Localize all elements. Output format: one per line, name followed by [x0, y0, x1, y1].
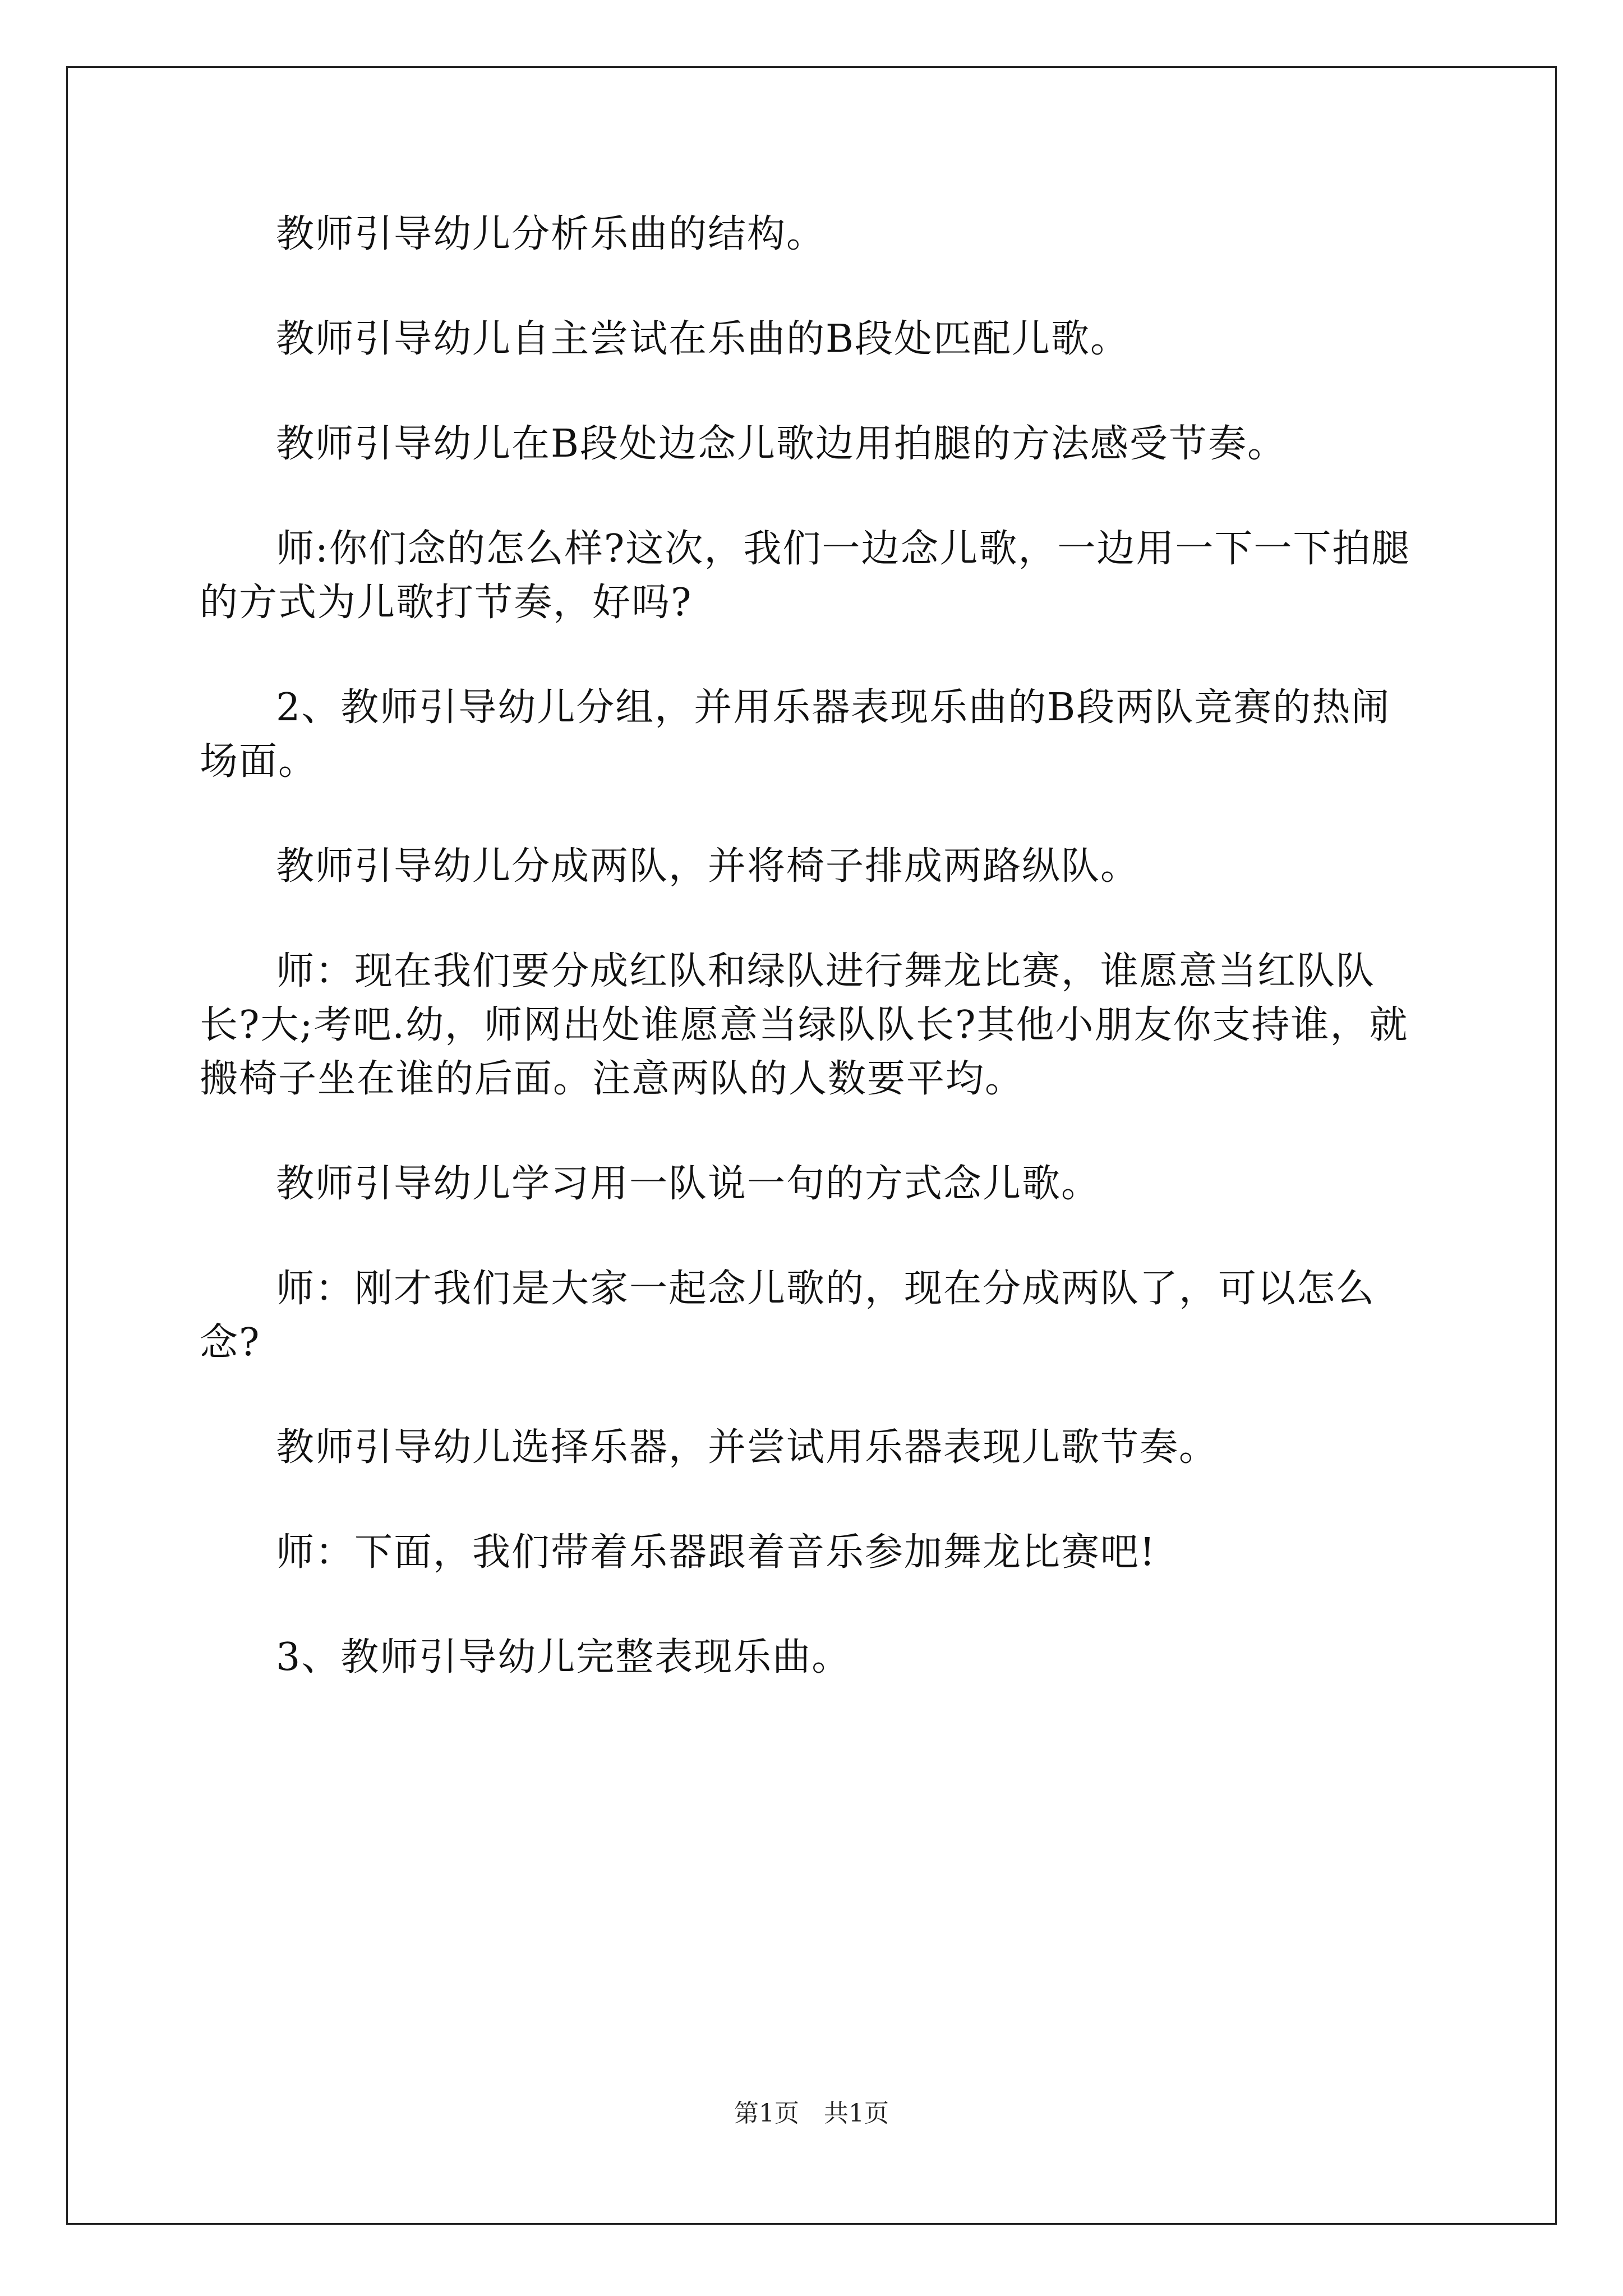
paragraph: 师:你们念的怎么样?这次，我们一边念儿歌，一边用一下一下拍腿的方式为儿歌打节奏，好吗?	[200, 527, 1411, 625]
paragraph: 教师引导幼儿选择乐器，并尝试用乐器表现儿歌节奏。	[276, 1425, 1219, 1470]
paragraph: 教师引导幼儿学习用一队说一句的方式念儿歌。	[276, 1162, 1101, 1206]
paragraph: 教师引导幼儿分成两队，并将椅子排成两路纵队。	[276, 844, 1140, 889]
paragraph: 师：下面，我们带着乐器跟着音乐参加舞龙比赛吧!	[276, 1530, 1156, 1575]
paragraph: 教师引导幼儿在B段处边念儿歌边用拍腿的方法感受节奏。	[276, 422, 1287, 466]
paragraph: 教师引导幼儿自主尝试在乐曲的B段处匹配儿歌。	[276, 317, 1129, 361]
paragraph: 师：现在我们要分成红队和绿队进行舞龙比赛，谁愿意当红队队长?大;考吧.幼，师网出处谁愿意当绿队队长?其他小朋友你支持谁，就搬椅子坐在谁的后面。注意两队的人数要平均。	[200, 949, 1409, 1101]
paragraph: 师：刚才我们是大家一起念儿歌的，现在分成两队了，可以怎么念?	[200, 1267, 1376, 1365]
page-footer: 第1页 共1页	[734, 2099, 889, 2128]
paragraph: 教师引导幼儿分析乐曲的结构。	[276, 212, 826, 256]
paragraph: 3、教师引导幼儿完整表现乐曲。	[276, 1635, 851, 1680]
paragraph: 2、教师引导幼儿分组，并用乐器表现乐曲的B段两队竞赛的热闹场面。	[200, 685, 1391, 784]
document-body	[200, 208, 1429, 1736]
